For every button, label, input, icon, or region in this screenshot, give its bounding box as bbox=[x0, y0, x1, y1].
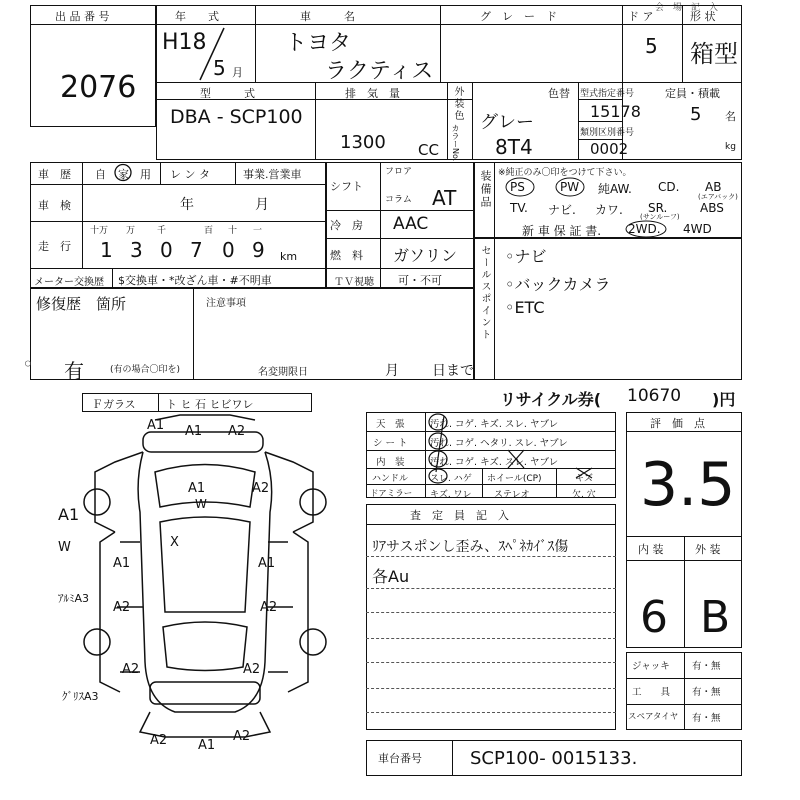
equipment-note: ※純正のみ〇印をつけて下さい。 bbox=[498, 168, 632, 178]
interior-row-text: キズ. ワレ bbox=[430, 490, 472, 500]
tool-label: 工 具 bbox=[632, 687, 671, 698]
interior-row-label: 天 張 bbox=[376, 419, 405, 430]
inspection-label: 車 検 bbox=[38, 199, 71, 212]
venue-note: 会 場 記 入 bbox=[655, 3, 719, 13]
mileage-digit: 0 bbox=[222, 238, 235, 262]
year-label: 年 式 bbox=[175, 10, 219, 23]
history-private: 家 bbox=[118, 168, 129, 181]
damage-mark: W bbox=[195, 497, 207, 511]
mileage-digit: 3 bbox=[130, 238, 143, 262]
tv-value: 可・不可 bbox=[398, 274, 442, 287]
damage-mark: A2 bbox=[150, 733, 168, 748]
windshield-items: ト ヒ 石 ヒビワレ bbox=[166, 398, 254, 411]
doors-label: ド ア bbox=[628, 10, 654, 23]
tool-label: スペアタイヤ bbox=[628, 712, 679, 722]
2wd-circle bbox=[624, 219, 668, 239]
type-designation: 15178 bbox=[590, 102, 641, 121]
interior-row-label: シ ー ト bbox=[373, 438, 408, 449]
year-slash bbox=[196, 26, 226, 82]
inspector-label: 査 定 員 記 入 bbox=[410, 509, 509, 522]
interior-row-text: 汚れ. コゲ. キズ. スレ. ヤブレ bbox=[430, 419, 559, 430]
history-rental: レ ン タ bbox=[170, 168, 210, 181]
tool-label: ジャッキ bbox=[632, 661, 670, 672]
damage-mark: ｸﾞﾘｽA3 bbox=[62, 690, 99, 703]
interior-row-label: ハンドル bbox=[372, 474, 409, 484]
model-name: ラクティス bbox=[325, 59, 434, 84]
grade-label: グ レ ー ド bbox=[480, 10, 557, 23]
body-label: 形 状 bbox=[690, 10, 716, 23]
shift-value: AT bbox=[432, 186, 457, 210]
recycle-label: リサイクル券( bbox=[500, 390, 602, 409]
sales-point-item: ◦ナビ bbox=[505, 247, 547, 266]
interior-row-label: 内 装 bbox=[376, 457, 405, 468]
color-value: グレー bbox=[480, 112, 534, 133]
interior-score: 6 bbox=[640, 592, 668, 643]
category-number: 0002 bbox=[590, 140, 629, 158]
car-name-label: 車 名 bbox=[300, 10, 355, 23]
mileage-digit: 1 bbox=[100, 238, 113, 262]
damage-mark: A2 bbox=[233, 729, 251, 744]
interior-row-label: ドアミラー bbox=[370, 489, 413, 499]
model-code-label: 型 式 bbox=[200, 87, 255, 100]
meter-text: $交換車・*改ざん車・#不明車 bbox=[118, 274, 272, 287]
mileage-digit: 0 bbox=[160, 238, 173, 262]
capacity-label: 定員・積載 bbox=[665, 87, 720, 100]
sales-point-item: ◦バックカメラ bbox=[505, 275, 611, 294]
chassis-number: SCP100- 0015133. bbox=[470, 748, 638, 769]
equipment-circles bbox=[502, 176, 592, 198]
interior-row-text: 汚れ. コゲ. キズ. スレ. ヤブレ bbox=[430, 457, 559, 468]
repair-note: (有の場合〇印を) bbox=[110, 365, 181, 375]
type-designation-label: 型式指定番号 bbox=[580, 89, 635, 99]
private-circle bbox=[113, 163, 133, 182]
damage-mark: A1 bbox=[113, 556, 131, 571]
shift-label: シフト bbox=[330, 180, 363, 193]
fuel-label: 燃 料 bbox=[330, 249, 363, 262]
damage-mark: A2 bbox=[113, 600, 131, 615]
inspector-line: ﾘｱサスポンし歪み、ｽﾍﾟﾈｶｲﾞｽ傷 bbox=[372, 539, 569, 555]
equipment-label: 装備品 bbox=[479, 170, 492, 209]
deadline-label: 名変期限日 bbox=[258, 367, 308, 378]
displacement-label: 排 気 量 bbox=[345, 87, 400, 100]
color-code: 8T4 bbox=[495, 135, 533, 159]
car-diagram bbox=[55, 412, 360, 752]
mileage-label: 走 行 bbox=[38, 240, 71, 253]
meter-label: メーター交換歴 bbox=[34, 277, 104, 288]
damage-mark: W bbox=[58, 540, 71, 555]
model-code: DBA - SCP100 bbox=[170, 106, 303, 128]
tv-label: ＴＶ視聴 bbox=[334, 277, 374, 288]
interior-row-text: 汚れ. コゲ. ヘタリ. スレ. ヤブレ bbox=[430, 438, 568, 449]
damage-mark: A1 bbox=[258, 556, 276, 571]
maker: トヨタ bbox=[285, 31, 352, 56]
damage-mark: A1 bbox=[188, 481, 206, 496]
ac-value: AAC bbox=[393, 214, 429, 234]
mileage-digit: 7 bbox=[190, 238, 203, 262]
lot-label: 出 品 番 号 bbox=[55, 10, 110, 23]
fuel-value: ガソリン bbox=[393, 246, 458, 265]
history-label: 車 歴 bbox=[38, 168, 71, 181]
repaint-label: 色替 bbox=[548, 87, 570, 100]
chassis-label: 車台番号 bbox=[378, 752, 422, 765]
damage-mark: ｱﾙﾐA3 bbox=[58, 592, 90, 605]
score-label: 評 価 点 bbox=[650, 417, 705, 430]
damage-mark: A1 bbox=[185, 424, 203, 439]
category-label: 類別区別番号 bbox=[580, 128, 635, 138]
damage-mark: A2 bbox=[228, 424, 246, 439]
damage-mark: A1 bbox=[58, 505, 80, 524]
notes-label: 注意事項 bbox=[206, 298, 246, 309]
damage-mark: A2 bbox=[252, 481, 270, 496]
history-own: 自 bbox=[95, 168, 106, 181]
capacity-value: 5 bbox=[690, 104, 702, 125]
exterior-score-label: 外 装 bbox=[695, 543, 721, 556]
interior-score-label: 内 装 bbox=[638, 543, 664, 556]
interior-row-text: スレ. ハゲ bbox=[430, 474, 472, 484]
score-value: 3.5 bbox=[640, 450, 736, 520]
damage-mark: A2 bbox=[243, 662, 261, 677]
damage-mark: A2 bbox=[260, 600, 278, 615]
recycle-amount: 10670 bbox=[627, 386, 682, 406]
doors-value: 5 bbox=[645, 34, 658, 58]
ac-label: 冷 房 bbox=[330, 219, 363, 232]
year-month: 5 bbox=[213, 56, 226, 80]
interior-marks bbox=[426, 412, 616, 498]
inspector-line: 各Au bbox=[372, 567, 410, 586]
color-label: 外装色 bbox=[452, 86, 463, 122]
history-business: 事業.営業車 bbox=[243, 168, 302, 181]
sales-points-label: セールスポイント bbox=[479, 245, 490, 341]
displacement: 1300 bbox=[340, 132, 386, 153]
damage-mark: A1 bbox=[147, 418, 165, 433]
repair-value: 有 bbox=[64, 359, 84, 383]
windshield-label: Ｆガラス bbox=[92, 398, 136, 411]
damage-mark: X bbox=[170, 535, 179, 550]
sales-point-item: ◦ETC bbox=[505, 298, 545, 317]
exterior-score: B bbox=[700, 592, 731, 643]
color-code-label: カラーNo. bbox=[451, 124, 460, 162]
auction-sheet: 会 場 記 入 出 品 番 号 2076 年 式 車 名 グ レ ー ド ド ア 形 状 H18 5 月 トヨタ ラクティス 5 箱型 型 式 DBA - SCP100 排 気 量 1300 CC 外装色 カラーNo. 色替 グレー 8T4 型式指定番号 15178 類別区別番号 0002 定員・積載 5 名 kg 車 歴 自 家 用 レ ン タ 事業.営業車 車 検 年 月 走 行 十万 万 千 百 十 一 1 3 0 7 0 9 km メーター交換歴 $交換車・*改ざん車・#不明車 シフト フロア コラム AT 冷 房 AAC 燃 料 ガソリン ＴＶ視聴 可・不可 装備品 ※純正のみ〇印をつけて下さい。 PS PW 純AW. CD. AB (エアバック) TV. ナビ. カワ. SR. ABS (サンルーフ) 新 車 保 証 書. 2WD. 4WD セールスポイント ◦ナビ ◦バックカメラ ◦ETC 修復歴 箇所 有 (有の場合〇印を) ◦ 注意事項 名変期限日 月 日まで Ｆガラス ト ヒ 石 ヒビワレ リサイクル券( 10670 )円 A1 A1 A2 A1 W A2 X A1 A1 A2 A2 A2 A2 A2 A1 A2 W A1 ｸﾞﾘｽA3 ｱﾙﾐA3 天 張 汚れ. コゲ. キズ. スレ. ヤブレ シ ー ト 汚れ. コゲ. ヘタリ. スレ. ヤブレ 内 装 汚れ. コゲ. キズ. スレ. ヤブレ ハンドル スレ. ハゲ ホイール(CP) キズ ドアミラー キズ. ワレ ステレオ 欠. 穴 査 定 員 記 入 ﾘｱサスポンし歪み、ｽﾍﾟﾈｶｲﾞｽ傷 各Au 評 価 点 3.5 内 装 外 装 6 B ジャッキ 有・無 工 具 有・無 スペアタイヤ 有・無 車台番号 SCP100- 0015133. bbox=[0, 0, 800, 800]
year-era: H18 bbox=[162, 30, 207, 55]
tool-value: 有・無 bbox=[692, 661, 721, 672]
lot-number: 2076 bbox=[60, 70, 137, 105]
tool-value: 有・無 bbox=[692, 687, 721, 698]
tool-value: 有・無 bbox=[692, 713, 721, 724]
damage-mark: A1 bbox=[198, 738, 216, 753]
body-value: 箱型 bbox=[690, 40, 738, 68]
repair-label: 修復歴 箇所 bbox=[36, 295, 127, 313]
mileage-digit: 9 bbox=[252, 238, 265, 262]
damage-mark: A2 bbox=[122, 662, 140, 677]
displacement-unit: CC bbox=[418, 141, 439, 159]
